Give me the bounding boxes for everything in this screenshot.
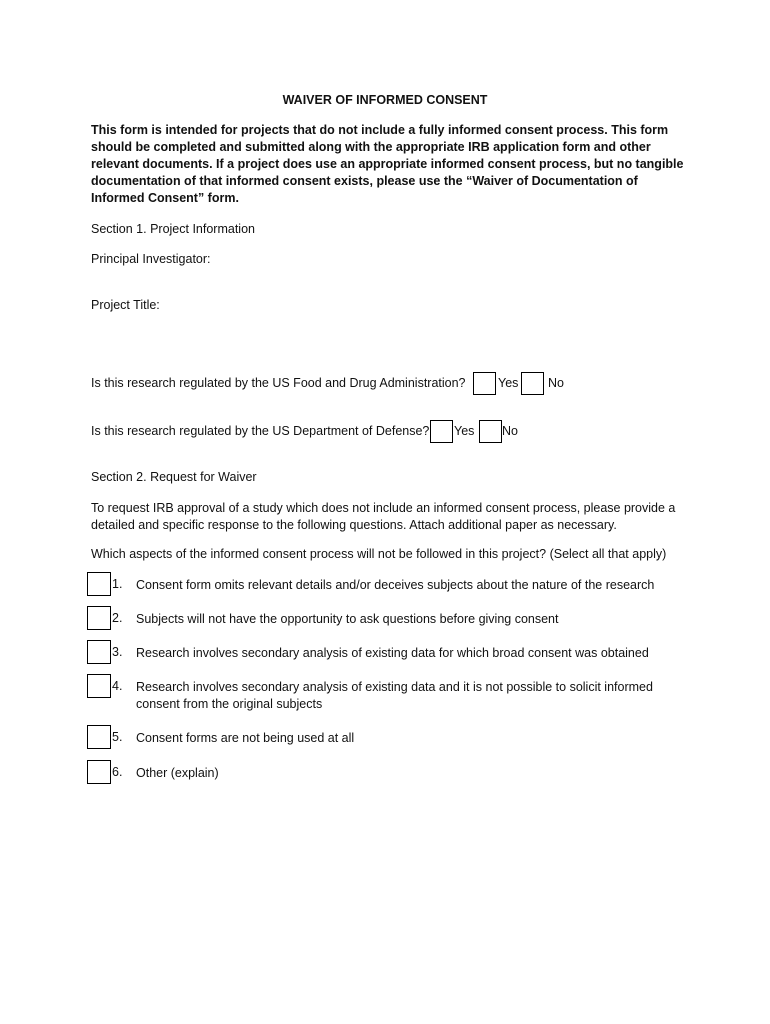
intro-paragraph: This form is intended for projects that do not include a fully informed consent process. This form should be completed and submitted along with the appropriate IRB application form and other relevant documents. If a project does use an appropriate informed consent process, but no tangible documentation of that informed consent exists, please use the “Waiver of Documentation of Informed Consent” form. <box>91 123 684 205</box>
fda-question: Is this research regulated by the US Food and Drug Administration? <box>91 376 466 390</box>
option-number: 6. <box>112 765 123 779</box>
option-text: Other (explain) <box>136 766 219 780</box>
fda-yes-checkbox[interactable] <box>473 372 496 395</box>
option-number: 1. <box>112 577 123 591</box>
project-title-label: Project Title: <box>91 298 160 312</box>
option-text: Consent forms are not being used at all <box>136 731 355 745</box>
dod-no-label: No <box>502 424 518 438</box>
fda-yes-label: Yes <box>498 376 519 390</box>
section2-heading: Section 2. Request for Waiver <box>91 470 257 484</box>
dod-yes-checkbox[interactable] <box>430 420 453 443</box>
option-number: 4. <box>112 679 123 693</box>
option-5-checkbox[interactable] <box>87 725 111 749</box>
fda-no-label: No <box>548 376 564 390</box>
option-number: 2. <box>112 611 123 625</box>
option-text: Consent form omits relevant details and/or deceives subjects about the nature of the research <box>136 578 655 592</box>
option-text: Research involves secondary analysis of existing data for which broad consent was obtained <box>136 646 649 660</box>
section1-heading: Section 1. Project Information <box>91 222 255 236</box>
principal-investigator-label: Principal Investigator: <box>91 252 211 266</box>
option-text: Subjects will not have the opportunity to ask questions before giving consent <box>136 612 559 626</box>
fda-no-checkbox[interactable] <box>521 372 544 395</box>
dod-no-checkbox[interactable] <box>479 420 502 443</box>
option-number: 5. <box>112 730 123 744</box>
aspects-question: Which aspects of the informed consent process will not be followed in this project? (Select all that apply) <box>91 547 667 561</box>
dod-question: Is this research regulated by the US Department of Defense? <box>91 424 430 438</box>
option-number: 3. <box>112 645 123 659</box>
option-6-checkbox[interactable] <box>87 760 111 784</box>
section2-instructions: To request IRB approval of a study which does not include an informed consent process, please provide a detailed and specific response to the following questions. Attach additional paper as necessary. <box>91 501 676 532</box>
option-1-checkbox[interactable] <box>87 572 111 596</box>
form-title: WAIVER OF INFORMED CONSENT <box>282 93 488 107</box>
option-2-checkbox[interactable] <box>87 606 111 630</box>
option-text: Research involves secondary analysis of existing data and it is not possible to solicit informed consent from the original subjects <box>136 680 653 711</box>
dod-yes-label: Yes <box>454 424 475 438</box>
option-3-checkbox[interactable] <box>87 640 111 664</box>
option-4-checkbox[interactable] <box>87 674 111 698</box>
